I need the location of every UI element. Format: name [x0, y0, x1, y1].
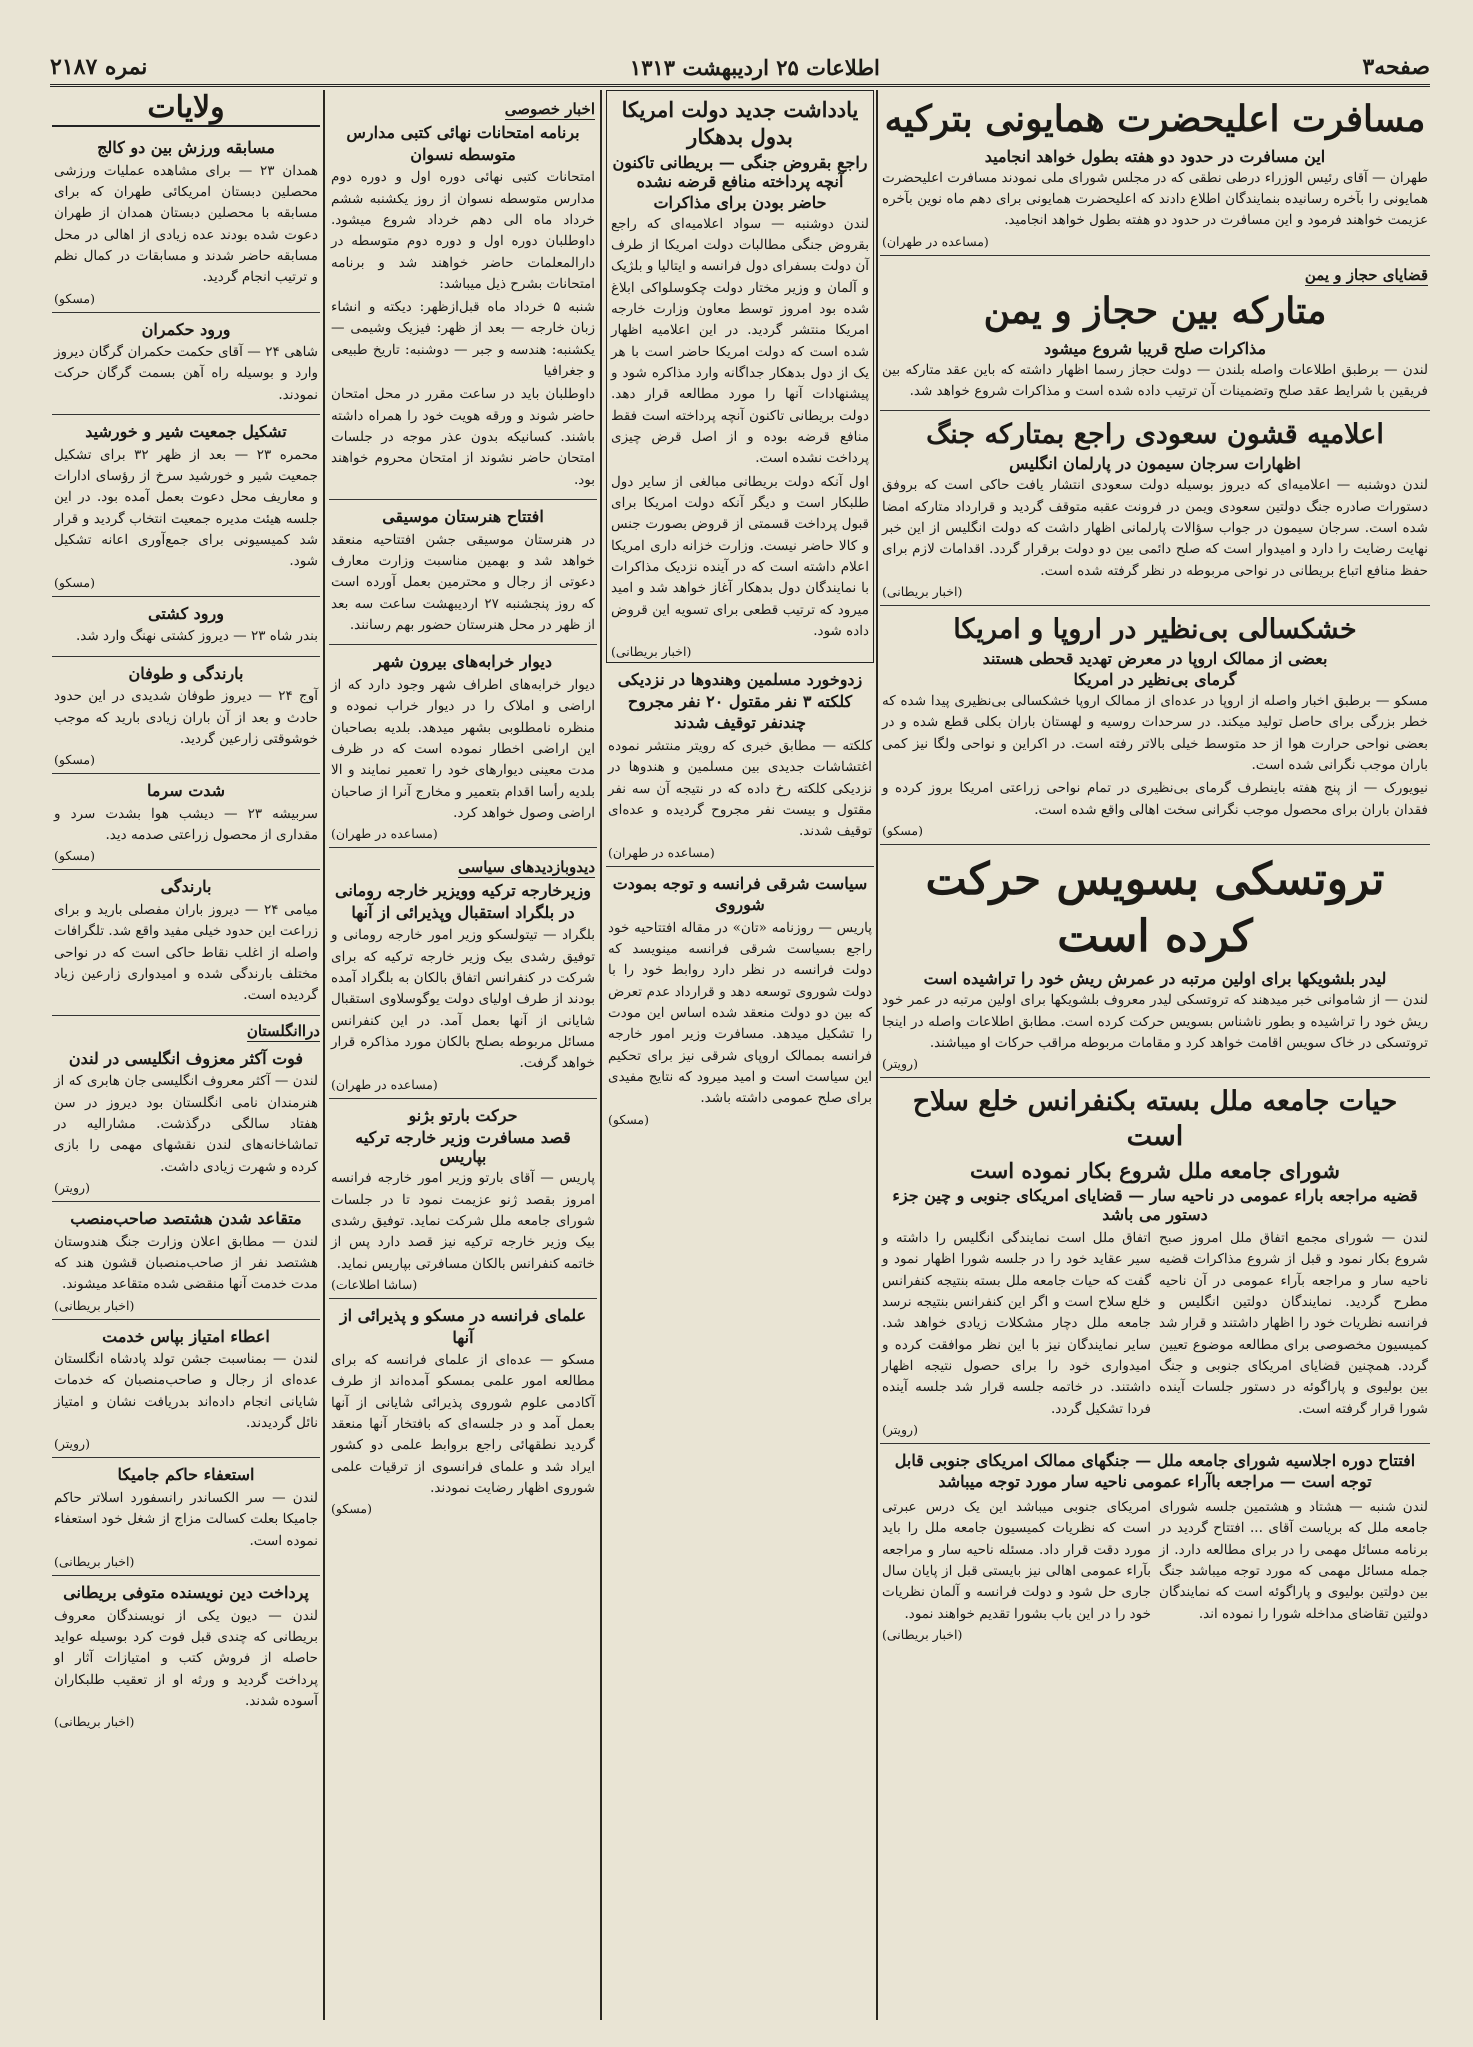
headline: شدت سرما — [146, 781, 226, 801]
article-body: لندن — شورای مجمع اتفاق ملل امروز صبح شروع بکار نمود و قبل از شروع مذاکرات قضیه ناحیه سار و مراجعه بآراء عمومی در آن ناحیه مطرح گردید. نمایندگان دولتین انگلیس و فرانسه نظریات خود را اظهار داشتند و قرار شد کمیسیون مخصوصی برای مطالعه موضوع تعیین گردد. همچنین قضایای امریکای جنوبی و جنگ بین بولیوی و پاراگوئه در دستور جلسات آینده شورا قرار گرفته است. — [1159, 1229, 1428, 1417]
article-body: نیویورک — از پنج هفته باینطرف گرمای بی‌نظیری در تمام نواحی زراعتی امریکا بروز کرده و فقدان باران برای محصول موجب نگرانی سخت اهالی واقع شده است. — [882, 780, 1428, 818]
article-source: (رویتر) — [882, 1056, 918, 1072]
article-league-of-nations — [880, 1078, 1430, 1443]
subheadline: لیدر بلشویکها برای اولین مرتبه در عمرش ریش خود را تراشیده است — [923, 969, 1387, 989]
column-rule — [323, 90, 325, 2020]
headline: مسابقه ورزش بین دو کالج — [97, 138, 275, 157]
section-kicker: اخبار خصوصی — [504, 100, 595, 118]
article-source: (اخبار بریطانی) — [54, 1714, 135, 1730]
subheadline: مذاکرات صلح قریبا شروع میشود — [1043, 338, 1267, 358]
article-source: (مسکو) — [54, 290, 95, 306]
article-body: در هنرستان موسیقی جشن افتتاحیه منعقد خواهد شد و بهمین مناسبت وزارت معارف دعوتی از رجال و محترمین بعمل آورده است که روز پنجشنبه ۲۷ اردیبهشت ساعت سه بعد از ظهر در محل هنرستان حضور بهم رسانند. — [331, 531, 595, 634]
headline: علمای فرانسه در مسکو و پذیرائی از آنها — [339, 1305, 587, 1347]
article-us-war-debts — [606, 90, 874, 663]
article-source: (مساعده در طهران) — [331, 826, 438, 842]
article-actor-death — [52, 1042, 320, 1202]
column-rule — [876, 90, 878, 2020]
headline: متارکه بین حجاز و یمن — [983, 289, 1327, 332]
article-body: دیوار خرابه‌های اطراف شهر وجود دارد که از اراضی و املاک را در دیوار خراب نموده و منظره نامطلوبی بشهر میدهد. بلدیه بصاحبان این اراضی اخطار نموده است که در ظرف مدت معینی دیوارهای خود را تعمیر نمایند و الا بلدیه رأسا اقدام بتعمیر و مخارج آنرا از صاحبان اراضی وصول خواهد کرد. — [331, 676, 595, 821]
article-body: طهران — آقای رئیس الوزراء درطی نطقی که در مجلس شورای ملی نمودند مسافرت اعلیحضرت همایونی را بآخره رسانیده بنمایندگان اطلاع دادند که اعلیحضرت همایونی برای دهم ماه نوین بآخره عزیمت خواهند فرمود و این مسافرت در حدود دو هفته بطول خواهد انجامید. — [882, 169, 1428, 229]
headline: تروتسکی بسویس حرکت کرده است — [925, 854, 1385, 963]
article-source: (رویتر) — [54, 1179, 90, 1195]
article-governor-arrival — [52, 313, 320, 416]
article-body: لندن دوشنبه — اعلامیه‌ای که دیروز بوسیله دولت سعودی انتشار یافت حاکی است که بروفق دستورات صادره جنگ دولتین سعودی ویمن در فرونت عقبه متوقف گردید و قرارداد متارکه امضا شده است. سرجان سیمون در جواب سؤالات پارلمانی اظهار داشت که دولت انگلیس از این خبر نهایت رضایت را دارد و امیدوار است که صلح دائمی بین دو دولت برقرار گردد. اقدامات لازم برای حفظ منافع اتباع بریطانی در نواحی مربوطه در نظر گرفته شده است. — [882, 477, 1428, 579]
headline: ورود کشتی — [148, 603, 224, 623]
article-saudi-army — [880, 411, 1430, 606]
article-body: لندن — از شاموانی خبر میدهند که تروتسکی لیدر معروف بلشویکها برای اولین مرتبه در عمر خود ریش خود را تراشیده و بطور ناشناس بسویس حرکت کرده است. مطابق اطلاعات واصله در اینجا تروتسکی در خاک سویس اقامت خواهد کرد و مقامات مربوطه مراقب حرکات او میباشند. — [882, 992, 1428, 1052]
headline: وزیرخارجه ترکیه وویزیر خارجه رومانی در بلگراد استقبال وپذیرائی از آنها — [335, 881, 591, 922]
article-body: محمره ۲۳ — بعد از ظهر ۳۲ برای تشکیل جمعیت شیر و خورشید سرخ از رؤسای ادارات و معاریف محل دعوت بعمل آمده بود. در این جلسه هیئت مدیره جمعیت انتخاب گردید و قرار شد کمیسیونی برای جمع‌آوری اعانه تشکیل شود. — [54, 446, 318, 570]
headline: افتتاح دوره اجلاسیه شورای جامعه ملل — جنگهای ممالک امریکای جنوبی قابل توجه است — مراجعه باآراء عمومی ناحیه سار مورد توجه میباشد — [894, 1450, 1416, 1492]
article-author-debt — [52, 1576, 320, 1735]
headline: برنامه امتحانات نهائی کتبی مدارس متوسطه نسوان — [346, 123, 580, 164]
headline: متقاعد شدن هشتصد صاحب‌منصب — [70, 1208, 302, 1228]
section-kicker: دیدوبازدیدهای سیاسی — [458, 858, 595, 877]
subheadline: حاضر بودن برای مذاکرات — [653, 192, 827, 212]
headline: مسافرت اعلیحضرت همایونی بترکیه — [884, 98, 1426, 140]
two-column-body — [882, 1226, 1428, 1422]
masthead-date: اطلاعات ۲۵ اردیبهشت ۱۳۱۳ — [629, 54, 880, 80]
article-calcutta-clash — [606, 663, 874, 866]
article-body: امتحانات کتبی نهائی دوره اول و دوره دوم مدارس متوسطه نسوان از روز یکشنبه ششم خرداد ماه الی دهم خرداد شروع میشود. داوطلبان دوره اول و دوره دوم متوسطه در دارالمعلمات حاضر خواهند شد و برنامه امتحانات بشرح ذیل میباشد: — [331, 169, 595, 292]
headline: اعطاء امتیاز بپاس خدمت — [102, 1326, 270, 1346]
article-body: لندن دوشنبه — سواد اعلامیه‌ای که راجع بقروض جنگی مطالبات دولت امریکا از طرف آن دولت بسفرای دول فرانسه و ایتالیا و بلژیک و آلمان و وزیر مختار دولت چکوسلواکی ابلاغ شده بود امروز توسط معاون وزارت خارجه امریکا منتشر گردید. در این اعلامیه اظهار شده است که دولت امریکا حاضر است با هر یک از دول بدهکار جداگانه وارد مذاکره شود و پیشنهادات آنها را مورد مطالعه قرار دهد. دولت بریطانی تاکنون آنچه پرداخته است فقط منافع قرضه بوده و از اصل قرض چیزی پرداخت نشده است. — [611, 215, 869, 467]
article-source: (اخبار بریطانی) — [882, 1626, 963, 1642]
article-source: (مسکو) — [54, 574, 95, 590]
article-source: (اخبار بریطانی) — [54, 1553, 135, 1569]
article-source: (مسکو) — [331, 1501, 372, 1517]
article-music-school — [329, 500, 597, 645]
subheadline: قصد مسافرت وزیر خارجه ترکیه بپاریس — [355, 1128, 571, 1167]
page-number: صفحه۳ — [1362, 54, 1430, 80]
headline: اعلامیه قشون سعودی راجع بمتارکه جنگ — [926, 419, 1384, 451]
subheadline: این مسافرت در حدود دو هفته بطول خواهد انجامید — [984, 146, 1326, 166]
headline: بارندگی — [160, 877, 212, 897]
headline: حرکت بارتو بژنو — [408, 1105, 518, 1125]
article-body: مسکو — برطبق اخبار واصله از اروپا در عده‌ای از ممالک اروپا خشکسالی بی‌نظیری پیدا شده که خطر بزرگی برای حاصل تولید میکند. در سرحدات روسیه و لهستان باران بکلی قطع شده و در بعضی نواحی حرارت هوا از حد متوسط خیلی بالاتر رفته است. در اکراین و نواحی ولگا نیز کمی باران موجب نگرانی شده است. — [882, 693, 1428, 774]
article-officers-retire — [52, 1202, 320, 1320]
subheadline: راجع بقروض جنگی — بریطانی تاکنون آنچه پرداخته منافع قرضه نشده — [612, 152, 868, 191]
article-body: آوج ۲۴ — دیروز طوفان شدیدی در این حدود حادث و بعد از آن باران زیادی بارید که موجب خوشوقتی زارعین گردید. — [54, 688, 318, 747]
article-body: شاهی ۲۴ — آقای حکمت حکمران گرگان دیروز وارد و بوسیله راه آهن بسمت گرگان حرکت نمودند. — [54, 344, 318, 403]
subheadline: گرمای بی‌نظیر در امریکا — [1073, 670, 1237, 690]
article-storm — [52, 657, 320, 775]
article-source: (رویتر) — [54, 1436, 90, 1452]
subheadline: بعضی از ممالک اروپا در معرض تهدید قحطی هستند — [982, 649, 1328, 669]
subheadline: اظهارات سرجان سیمون در پارلمان انگلیس — [1009, 454, 1301, 474]
headline: حیات جامعه ملل بسته بکنفرانس خلع سلاح است — [912, 1086, 1398, 1153]
article-cold — [52, 774, 320, 870]
article-body: لندن — برطبق اطلاعات واصله بلندن — دولت حجاز رسما اظهار داشته که باین عقد متارکه بین فریقین با شرایط عقد صلح وتضمینات آن ترتیب داده شده است و مذاکرات شروع خواهد شد. — [882, 361, 1428, 399]
article-body: لندن — آکثر معروف انگلیسی جان هابری که از هنرمندان نامی انگلستان بود دیروز در سن هفتاد سالگی درگذشت. مشارالیه در تماشاخانه‌های لندن نقشهای مهمی را بازی کرده و شهرت زیادی داشت. — [54, 1073, 318, 1175]
article-city-walls — [329, 645, 597, 848]
headline: بارندگی و طوفان — [128, 663, 244, 683]
article-hejaz-yemen — [880, 256, 1430, 411]
two-column-body — [882, 1495, 1428, 1627]
article-body: کلکته — مطابق خبری که رویتر منتشر نموده اغتشاشات جدیدی بین مسلمین و هندوها در نزدیکی کلکته رخ داده که در نتیجه آن سه نفر مقتول و بیست نفر مجروح گردیده و عده‌ای توقیف شدند. — [608, 737, 872, 840]
article-body: لندن — سر الکساندر رانسفورد اسلاتر حاکم جامیکا بعلت کسالت مزاج از شغل خود استعفاء نموده است. — [54, 1490, 318, 1549]
article-source: (مسکو) — [608, 1111, 649, 1127]
article-exam-schedule — [329, 90, 597, 500]
headline: دیوار خرابه‌های بیرون شهر — [374, 652, 552, 672]
article-drought — [880, 606, 1430, 845]
article-ship-arrival — [52, 597, 320, 657]
section-kicker: دراانگلستان — [246, 1021, 320, 1040]
article-source: (مساعده در طهران) — [331, 1076, 438, 1092]
article-source: (اخبار بریطانی) — [882, 583, 963, 599]
column-2 — [606, 90, 874, 1133]
article-body: امریکای جنوبی میباشد این یک درس عبرتی است که نظریات کمیسیون جامعه ملل را باید مورد دقت قرار داد. مسئله ناحیه سار و مراجعه بآراء عمومی اهالی نیز بایستی قبل از پایان سال جاری حل شود و دولت فرانسه و آلمان نظریات خود را در این باب بشورا تقدیم خواهند نمود. — [882, 1499, 1151, 1622]
article-source: (رویتر) — [882, 1421, 918, 1437]
article-college-sports — [52, 131, 320, 313]
subheadline: شورای جامعه ملل شروع بکار نموده است — [970, 1157, 1340, 1183]
headline: استعفاء حاکم جامیکا — [117, 1465, 255, 1485]
article-source: (اخبار بریطانی) — [611, 644, 692, 660]
article-french-policy — [606, 867, 874, 1133]
masthead — [50, 50, 1430, 87]
section-banner-provinces: ولایات — [52, 90, 320, 127]
article-body: سربیشه ۲۳ — دیشب هوا بشدت سرد و مقداری از محصول زراعتی صدمه دید. — [54, 805, 318, 844]
article-body: همدان ۲۳ — برای مشاهده عملیات ورزشی محصلین دبستان امریکائی طهران که برای مسابقه با محصلین دبستان همدان از طهران دعوت شده بودند عده زیادی از اهالی در محل مسابقه حاضر شدند و مسابقات در کمال نظم و ترتیب انجام گردید. — [54, 162, 318, 286]
headline: سیاست شرقی فرانسه و توجه بمودت شوروی — [612, 873, 868, 915]
article-source: (مسکو) — [54, 752, 95, 768]
section-kicker: قضایای حجاز و یمن — [1304, 265, 1428, 284]
article-body: بلگراد — تیتولسکو وزیر امور خارجه رومانی و توفیق رشدی بیک وزیر خارجه ترکیه که برای شرکت در کنفرانس اتفاق بالکان به بلگراد آمده بودند از طرف اولیای دولت یوگوسلاوی استقبال شایانی از آنها بعمل آمد. در این کنفرانس مسائل مربوطه بصلح بالکان مورد مذاکره قرار خواهد گرفت. — [331, 927, 595, 1072]
article-red-lion-sun — [52, 415, 320, 597]
article-body: لندن — دیون یکی از نویسندگان معروف بریطانی که چندی قبل فوت کرد بوسیله عواید حاصله از فروش کتب و امتیازات آثار او پرداخت گردید و ورثه او از تعقیب طلبکاران آسوده شدند. — [54, 1607, 318, 1709]
headline: ورود حکمران — [141, 319, 231, 339]
article-source: (ساشا اطلاعات) — [331, 1276, 418, 1292]
article-honours — [52, 1320, 320, 1459]
column-1 — [880, 90, 1430, 1648]
article-source: (مسکو) — [54, 848, 95, 864]
article-body: میامی ۲۴ — دیروز باران مفصلی بارید و برای زراعت این حدود خیلی مفید واقع شد. تلگرافات واصله از اغلب نقاط حاکی است که در نواحی مختلف بارندگی شده و امیدواری زارعین زیاد گردیده است. — [53, 902, 318, 1004]
headline: تشکیل جمعیت شیر و خورشید — [85, 422, 287, 442]
article-body: مسکو — عده‌ای از علمای فرانسه که برای مطالعه امور علمی بمسکو آمده‌اند از طرف آکادمی علوم شوروی پذیرائی شایانی از آنها بعمل آمد و در جلسه‌ای که بافتخار آنها منعقد گردید نطقهائی راجع بروابط علمی دو کشور ایراد شد و علمای فرانسوی از ترقیات علمی شوروی اظهار رضایت نمودند. — [331, 1352, 595, 1497]
article-rain — [52, 870, 320, 1015]
article-body: اتفاق ملل است نمایندگی انگلیس را داشته و سیر عقاید خود را در جلسه شورا اظهار نمود و گفت که حیات جامعه ملل بسته بنتیجه کنفرانس خلع سلاح است و اگر این کنفرانس بنتیجه نرسد جامعه ملل دچار مشکلات زیادی خواهد شد. سایر نمایندگان نیز با این نظر موافقت کرده و امیدواری خود را برای حصول نتیجه اظهار داشتند. در خاتمه جلسه قرار شد جلسه آینده فردا تشکیل گردد. — [882, 1229, 1151, 1417]
column-3 — [329, 90, 597, 1522]
article-source: (مسکو) — [882, 823, 923, 839]
article-body: پاریس — روزنامه «تان» در مقاله افتتاحیه خود راجع بسیاست شرقی فرانسه مینویسد که دولت فرانسه در نظر دارد روابط خود را با دولت شوروی توسعه دهد و قرارداد عدم تعرض که بین دو دولت منعقد شده اساس این مودت را تشکیل میدهد. مسافرت وزیر امور خارجه فرانسه بممالک اروپای شرقی نیز برای تحکیم این سیاست است و امید میرود که نتایج مفیدی برای صلح عمومی داشته باشد. — [608, 919, 872, 1107]
article-body: اول آنکه دولت بریطانی مبالغی از سایر دول طلبکار است و دیگر آنکه دولت امریکا برای قبول پرداخت قسمتی از قروض بصورت جنس و کالا حاضر نیست. وزارت خزانه داری امریکا اعلام داشته است که در آینده نزدیک مذاکرات با نمایندگان دول بدهکار آغاز خواهد شد و امید میرود که ترتیب قطعی برای تسویه این قروض داده شود. — [611, 473, 869, 639]
article-body: بندر شاه ۲۳ — دیروز کشتی نهنگ وارد شد. — [76, 628, 318, 645]
article-body: لندن — مطابق اعلان وزارت جنگ هندوستان هشتصد نفر از صاحب‌منصبان قشون هند که مدت خدمت آنها منقضی شده متقاعد میشوند. — [54, 1233, 318, 1293]
article-trotsky — [880, 845, 1430, 1078]
article-source: (مساعده در طهران) — [882, 233, 989, 249]
column-rule — [600, 90, 602, 2020]
article-jamaica-governor — [52, 1458, 320, 1576]
headline: پرداخت دین نویسنده متوفی بریطانی — [63, 1582, 309, 1602]
exam-schedule: شنبه ۵ خرداد ماه قبل‌ازظهر: دیکته و انشاء زبان خارجه — بعد از ظهر: فیزیک وشیمی — یکشنبه: هندسه و جبر — دوشنبه: تاریخ طبیعی و جغرافیا — [331, 299, 595, 380]
article-body: داوطلبان باید در ساعت مقرر در محل امتحان حاضر شوند و ورقه هویت خود را همراه داشته باشند. کسانیکه بدون عذر موجه در جلسات امتحان حاضر نشوند از امتحان محروم خواهند بود. — [331, 386, 595, 488]
headline: زدوخورد مسلمین وهندوها در نزدیکی کلکته ۳ نفر مقتول ۲۰ نفر مجروح چندنفر توقیف شدند — [617, 670, 863, 733]
issue-number: نمره ۲۱۸۷ — [50, 54, 148, 80]
article-body: لندن شنبه — هشتاد و هشتمین جلسه شورای جامعه ملل که بریاست آقای ... افتتاح گردید در برنامه مسائل مهمی را در برای مطالعه دارد. از جمله مسائل مهمی که مورد توجه میباشد جنگ بین دولتین بولیوی و پاراگوئه است که نمایندگان دولتین تقاضای مداخله شورا را نموده اند. — [1159, 1499, 1428, 1622]
headline: افتتاح هنرستان موسیقی — [382, 507, 544, 527]
subheadline: قضیه مراجعه باراء عمومی در ناحیه سار — قضایای امریکای جنوبی و چین جزء دستور می باشد — [892, 1185, 1418, 1224]
column-4 — [52, 90, 320, 1735]
article-shah-trip — [880, 90, 1430, 256]
headline: یادداشت جدید دولت امریکا بدول بدهکار — [621, 97, 859, 150]
article-source: (اخبار بریطانی) — [54, 1297, 135, 1313]
article-body: لندن — بمناسبت جشن تولد پادشاه انگلستان عده‌ای از رجال و صاحب‌منصبان که خدمات شایانی انجام داده‌اند بدریافت نشان و امتیاز نائل گردیدند. — [54, 1351, 318, 1432]
article-body: پاریس — آقای بارتو وزیر امور خارجه فرانسه امروز بقصد ژنو عزیمت نمود تا در جلسات شورای جامعه ملل شرکت نماید. توفیق رشدی بیک وزیر خارجه ترکیه نیز قصد دارد پس از خاتمه کنفرانس بالکان مسافرتی بپاریس نماید. — [331, 1170, 595, 1272]
article-source: (مساعده در طهران) — [608, 844, 715, 860]
article-french-scholars — [329, 1299, 597, 1522]
article-league-session — [880, 1444, 1430, 1648]
article-barthou-geneva — [329, 1099, 597, 1299]
headline: فوت آکثر معزوف انگلیسی در لندن — [68, 1048, 304, 1068]
article-balkan-ministers — [329, 848, 597, 1098]
headline: خشکسالی بی‌نظیر در اروپا و امریکا — [953, 613, 1357, 645]
